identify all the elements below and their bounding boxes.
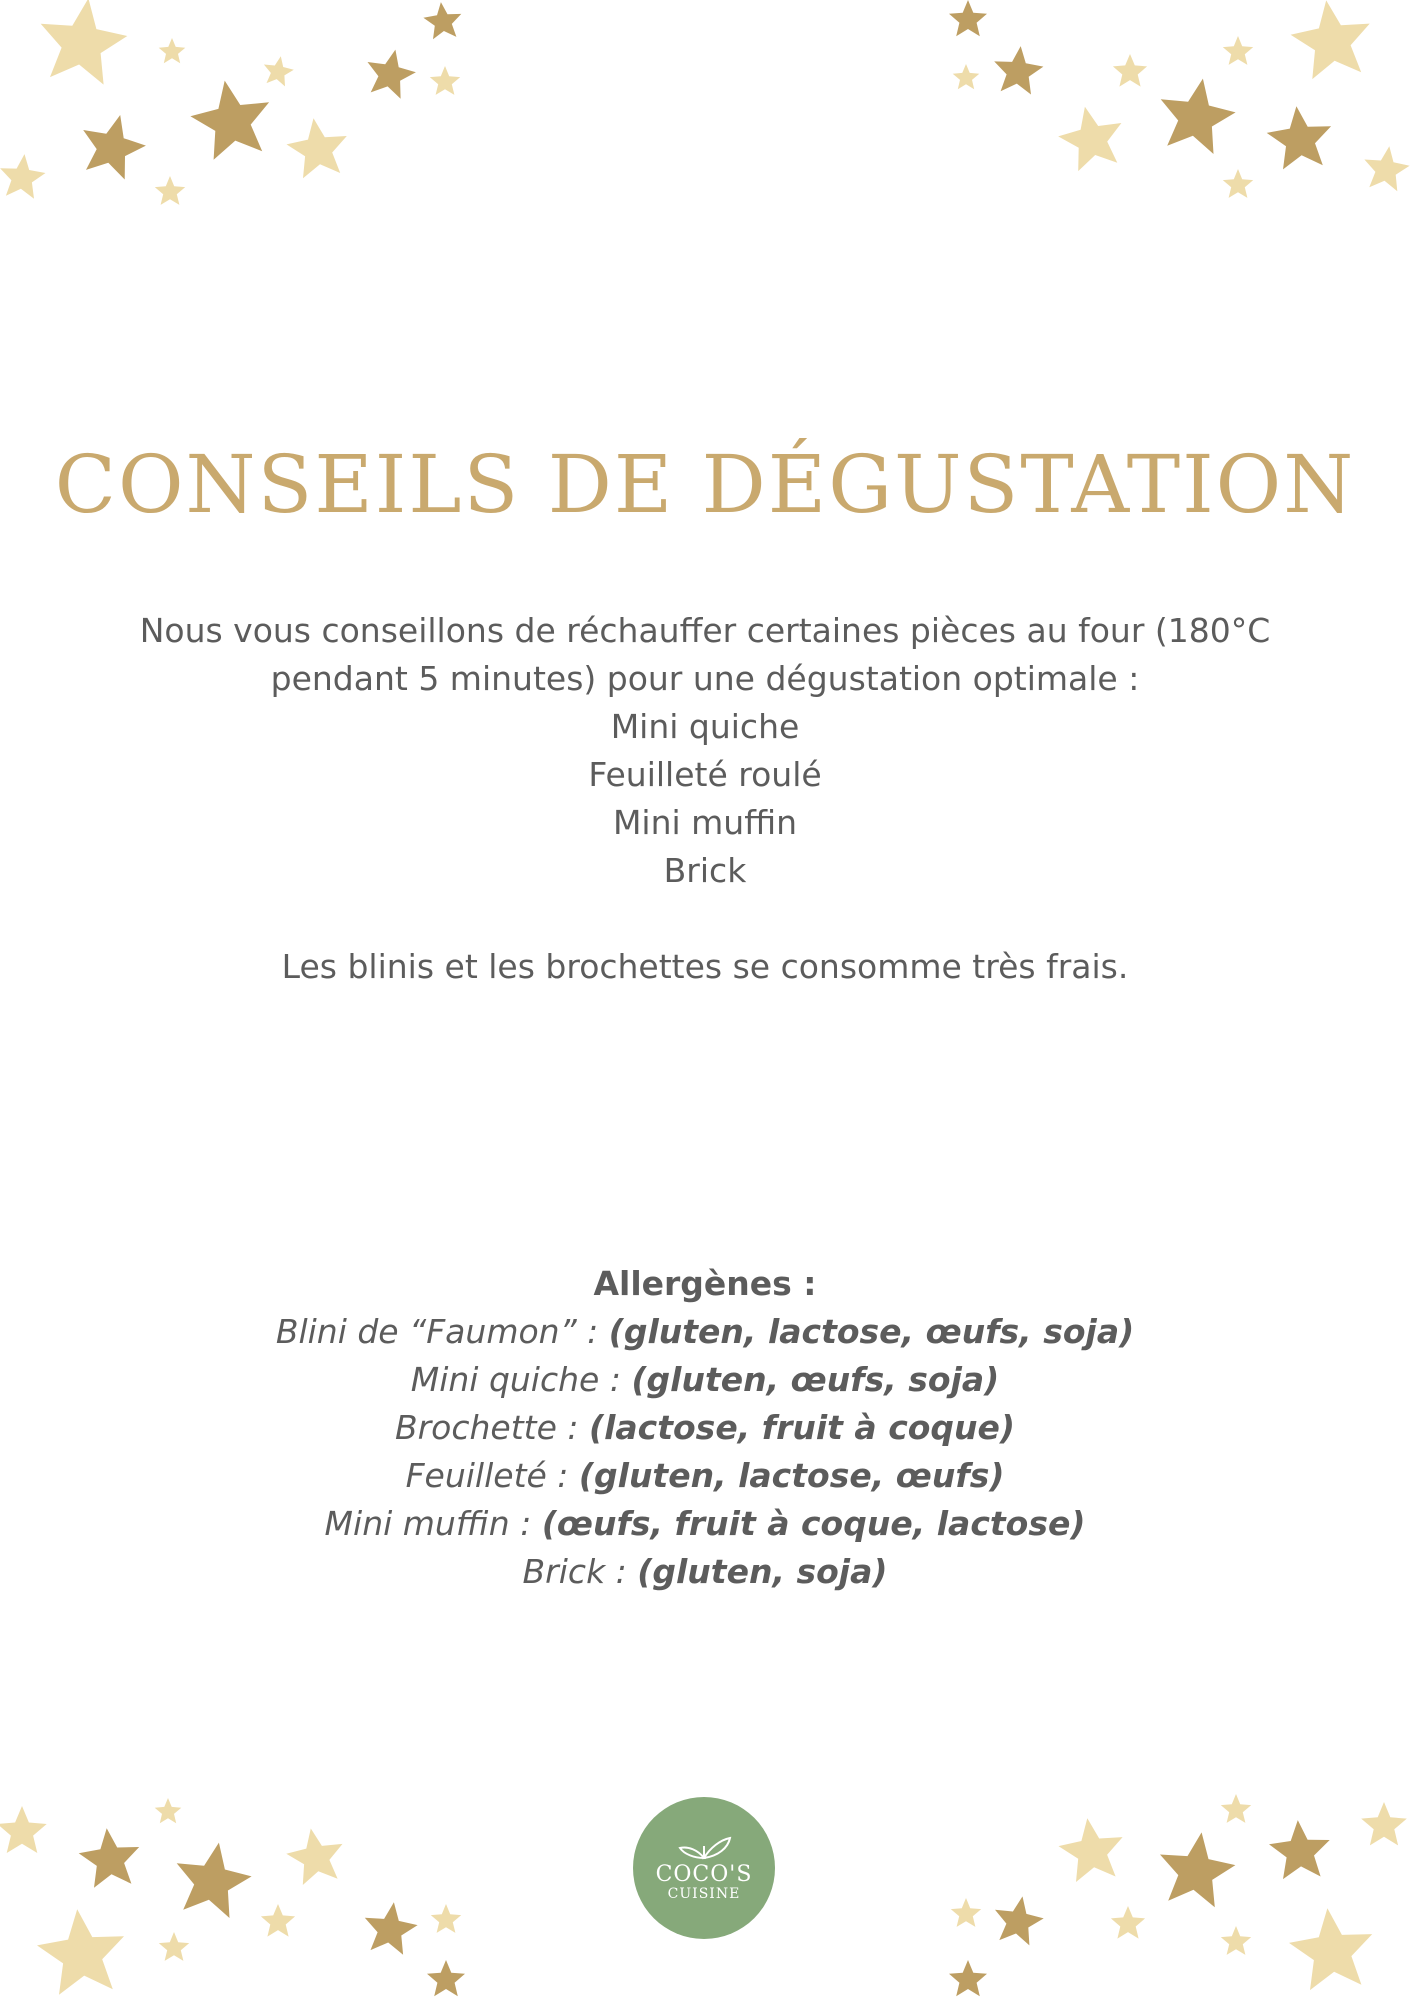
star-icon bbox=[368, 50, 416, 99]
star-icon bbox=[1221, 1926, 1251, 1955]
star-icon bbox=[286, 1829, 342, 1886]
logo-brand: COCO'S bbox=[655, 1862, 753, 1887]
star-icon bbox=[83, 115, 146, 180]
star-icon bbox=[1059, 1818, 1123, 1882]
cocos-cuisine-logo bbox=[633, 1797, 775, 1939]
star-icon bbox=[953, 64, 980, 89]
star-icon bbox=[430, 66, 460, 95]
reheating-advice bbox=[0, 607, 1410, 991]
star-icon bbox=[1113, 54, 1147, 87]
star-icon bbox=[1361, 1802, 1407, 1845]
star-icon bbox=[1289, 1908, 1372, 1990]
intro-line-1: Nous vous conseillons de réchauffer certaines pièces au four (180°C bbox=[139, 611, 1271, 650]
logo-subtitle: CUISINE bbox=[667, 1886, 741, 1902]
star-icon bbox=[423, 2, 461, 39]
star-icon bbox=[177, 1843, 252, 1918]
reheat-item: Mini muffin bbox=[612, 803, 798, 842]
allergen-tags: (gluten, lactose, œufs, soja) bbox=[608, 1312, 1135, 1351]
star-icon bbox=[1223, 36, 1253, 65]
star-icon bbox=[1267, 106, 1331, 169]
allergen-tags: (gluten, soja) bbox=[637, 1552, 888, 1591]
reheat-item: Brick bbox=[663, 851, 747, 890]
allergen-row bbox=[0, 1500, 1410, 1548]
star-icon bbox=[1269, 1820, 1330, 1879]
star-icon bbox=[1111, 1906, 1145, 1939]
intro-line-2: pendant 5 minutes) pour une dégustation optimale : bbox=[270, 659, 1140, 698]
star-icon bbox=[1058, 107, 1121, 171]
allergen-item-name: Blini de “Faumon” : bbox=[275, 1312, 609, 1351]
star-icon bbox=[949, 1960, 987, 1996]
allergen-item-name: Brochette : bbox=[394, 1408, 590, 1447]
allergen-item-name: Mini muffin : bbox=[324, 1504, 542, 1543]
star-icon bbox=[1223, 169, 1253, 198]
star-icon bbox=[155, 1798, 182, 1823]
star-icon bbox=[0, 154, 45, 199]
star-icon bbox=[1160, 1832, 1235, 1907]
star-icon bbox=[37, 1909, 124, 1995]
star-icon bbox=[1161, 79, 1236, 154]
page-title: CONSEILS DE DÉGUSTATION bbox=[54, 438, 1356, 531]
allergen-tags: (œufs, fruit à coque, lactose) bbox=[541, 1504, 1086, 1543]
allergen-row bbox=[0, 1356, 1410, 1404]
star-icon bbox=[0, 1806, 47, 1853]
allergen-row bbox=[0, 1452, 1410, 1500]
star-icon bbox=[1291, 0, 1370, 79]
star-icon bbox=[264, 56, 294, 86]
star-icon bbox=[159, 38, 186, 63]
star-icon bbox=[995, 1896, 1044, 1945]
allergen-row bbox=[0, 1308, 1410, 1356]
allergen-item-name: Brick : bbox=[522, 1552, 638, 1591]
allergen-row bbox=[0, 1548, 1410, 1596]
allergen-tags: (lactose, fruit à coque) bbox=[589, 1408, 1016, 1447]
star-icon bbox=[994, 46, 1043, 94]
star-icon bbox=[431, 1904, 461, 1933]
star-icon bbox=[1364, 146, 1409, 191]
allergens-section bbox=[0, 1260, 1410, 1596]
star-icon bbox=[1221, 1794, 1251, 1823]
star-icon bbox=[287, 118, 347, 178]
allergen-item-name: Mini quiche : bbox=[410, 1360, 632, 1399]
allergen-item-name: Feuilleté : bbox=[405, 1456, 579, 1495]
star-icon bbox=[365, 1902, 418, 1954]
leaf-icon bbox=[676, 1834, 732, 1860]
star-icon bbox=[261, 1904, 295, 1937]
star-icon bbox=[949, 0, 987, 36]
star-icon bbox=[951, 1898, 981, 1927]
allergen-tags: (gluten, œufs, soja) bbox=[631, 1360, 1000, 1399]
star-icon bbox=[79, 1828, 140, 1888]
allergen-row bbox=[0, 1404, 1410, 1452]
star-icon bbox=[155, 176, 185, 205]
star-icon bbox=[41, 0, 128, 85]
allergens-heading: Allergènes : bbox=[593, 1264, 817, 1303]
fresh-note: Les blinis et les brochettes se consomme très frais. bbox=[281, 947, 1129, 986]
star-icon bbox=[427, 1960, 465, 1996]
star-icon bbox=[190, 81, 269, 160]
reheat-item: Mini quiche bbox=[610, 707, 800, 746]
reheat-item: Feuilleté roulé bbox=[588, 755, 822, 794]
allergen-tags: (gluten, lactose, œufs) bbox=[578, 1456, 1005, 1495]
star-icon bbox=[159, 1932, 189, 1961]
